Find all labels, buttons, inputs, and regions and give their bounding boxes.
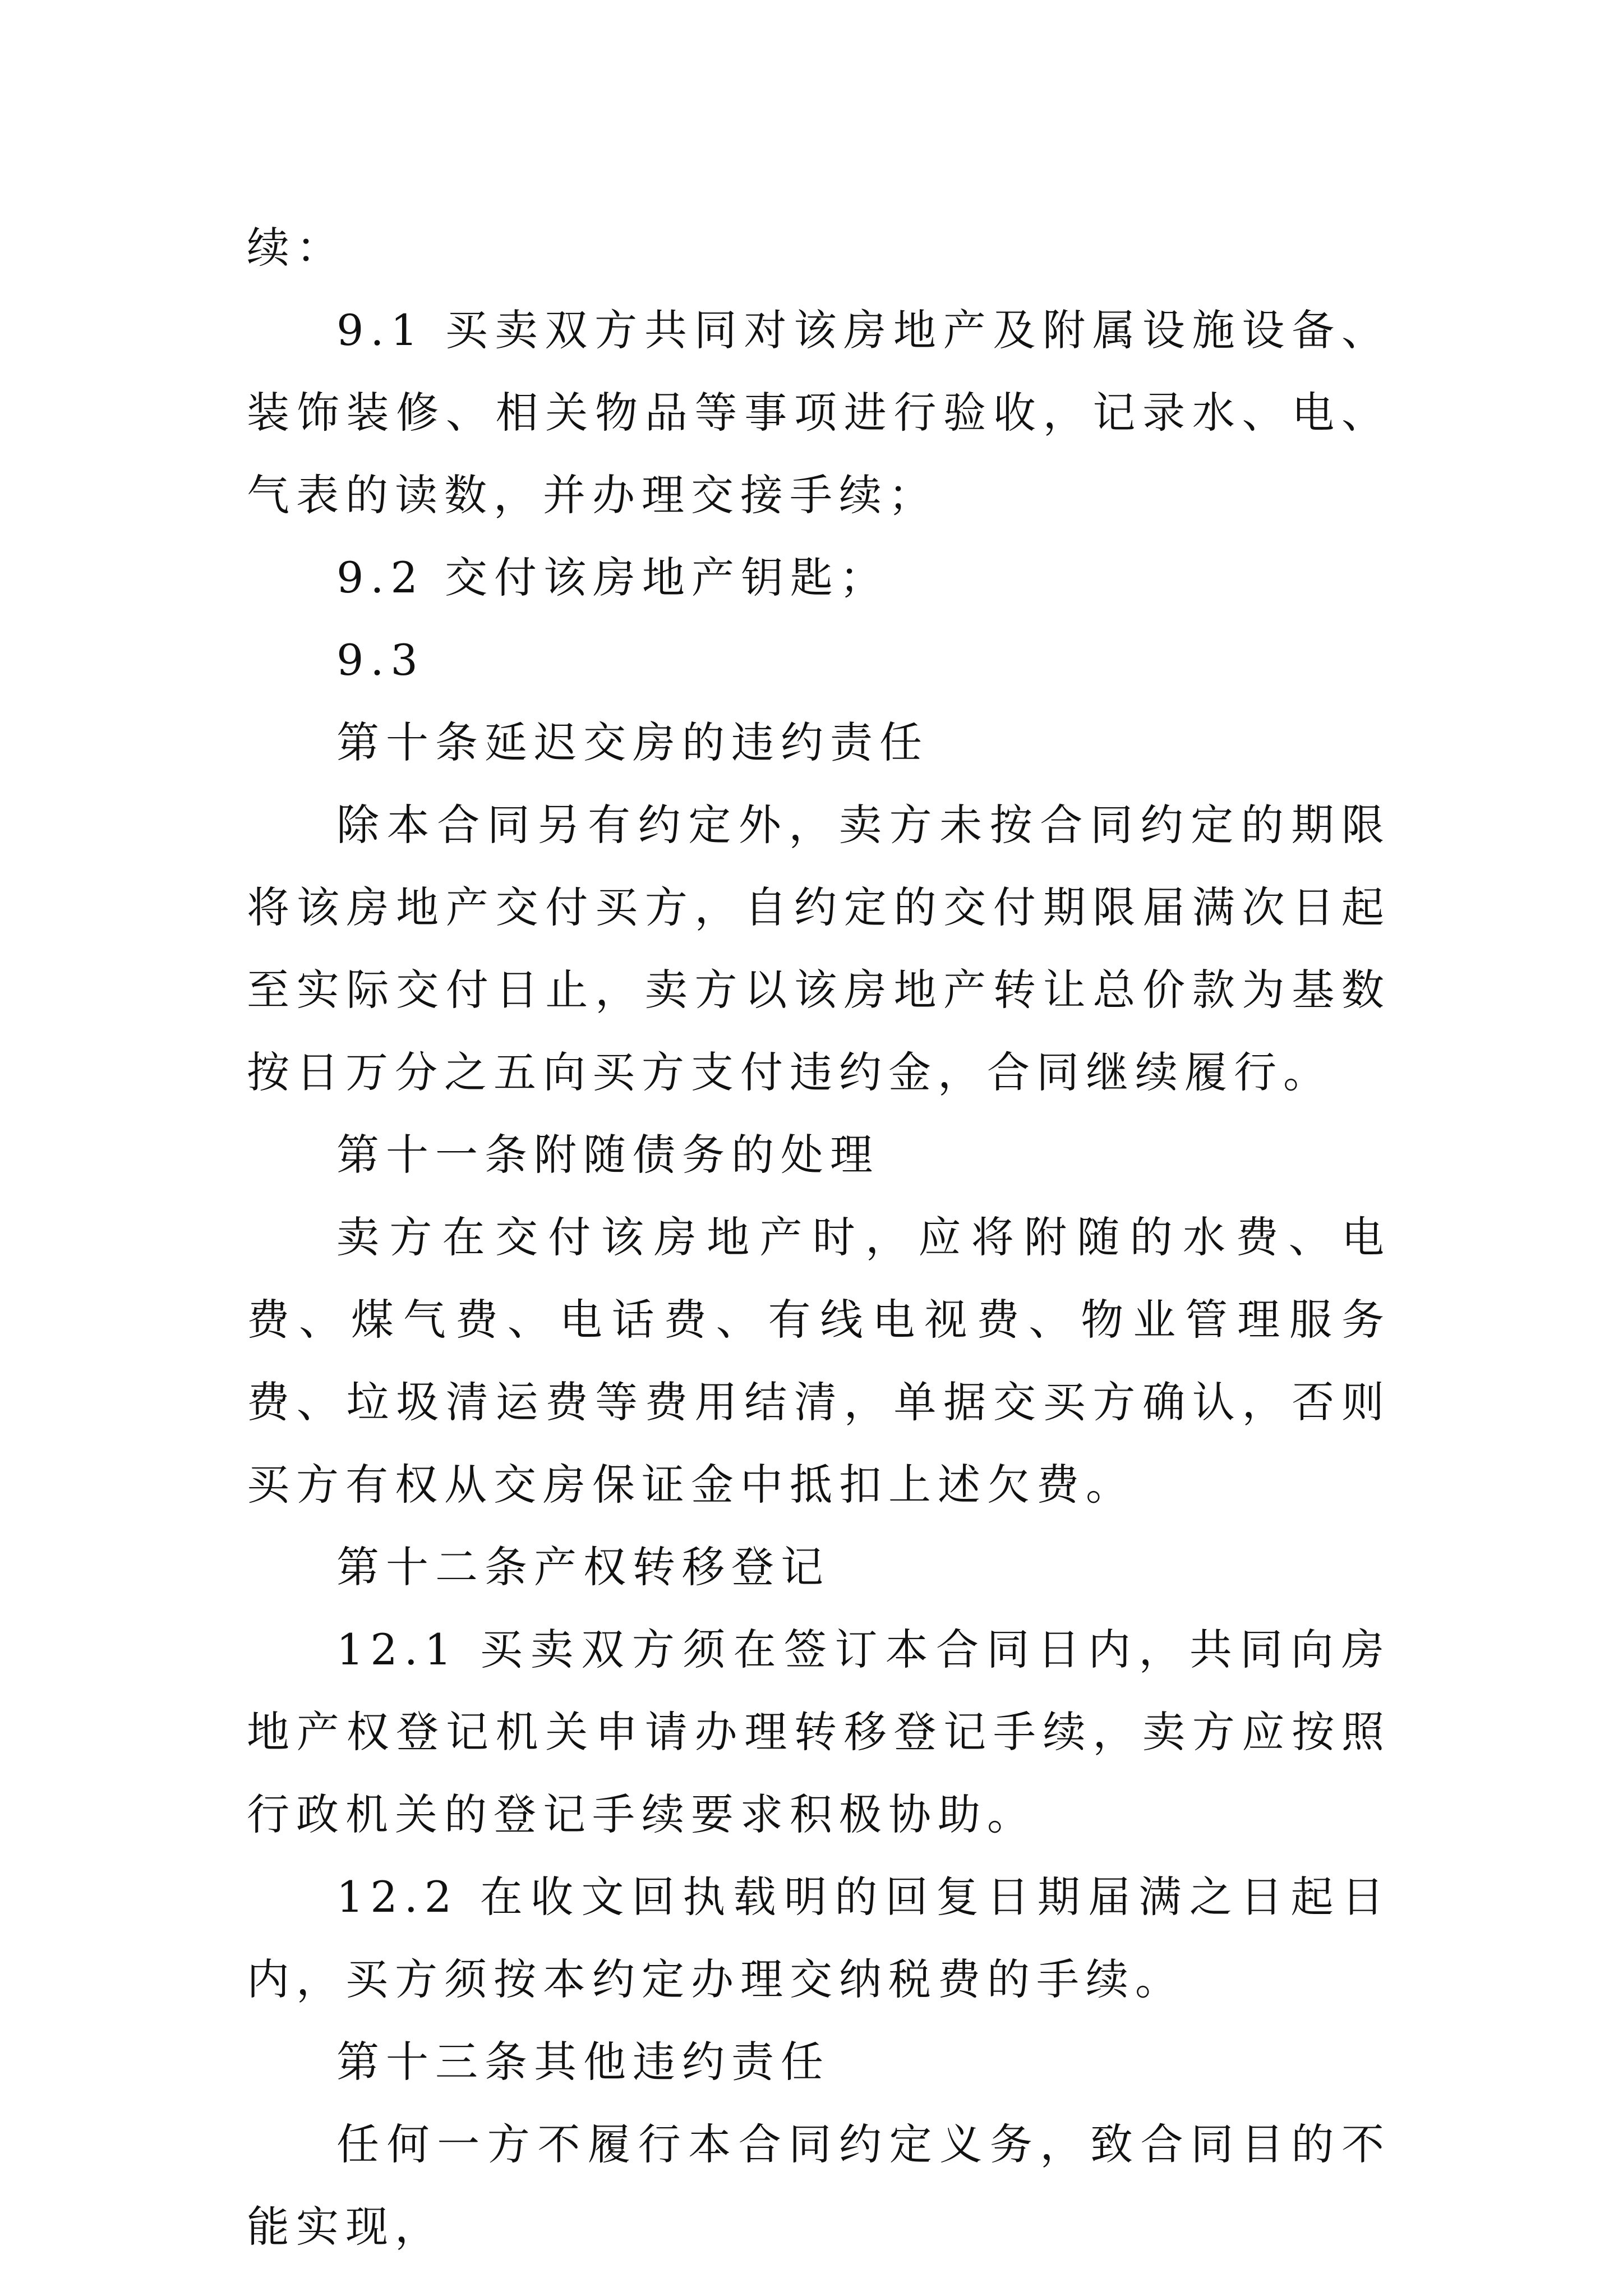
clause-12-1: 12.1 买卖双方须在签订本合同日内，共同向房地产权登记机关申请办理转移登记手续，卖方应按照行政机关的登记手续要求积极协助。: [247, 1625, 1391, 1839]
article-13-body: 任何一方不履行本合同约定义务，致合同目的不能实现，: [247, 2119, 1391, 2252]
article-10-heading: 第十条延迟交房的违约责任: [336, 717, 929, 767]
document-body: [247, 206, 1391, 2268]
continuation-text: 续：: [247, 223, 345, 273]
article-13-heading: 第十三条其他违约责任: [336, 2037, 830, 2087]
article-12-heading: 第十二条产权转移登记: [336, 1542, 830, 1592]
clause-12-2: 12.2 在收文回执载明的回复日期届满之日起日内，买方须按本约定办理交纳税费的手续。: [247, 1872, 1391, 2004]
article-11-heading: 第十一条附随债务的处理: [336, 1130, 879, 1180]
clause-9-2: 9.2 交付该房地产钥匙；: [336, 553, 889, 602]
clause-9-3: 9.3: [336, 635, 425, 685]
article-11-body: 卖方在交付该房地产时，应将附随的水费、电费、煤气费、电话费、有线电视费、物业管理服务费、垃圾清运费等费用结清，单据交买方确认，否则买方有权从交房保证金中抵扣上述欠费。: [247, 1212, 1391, 1510]
clause-9-1: 9.1 买卖双方共同对该房地产及附属设施设备、装饰装修、相关物品等事项进行验收，记录水、电、气表的读数，并办理交接手续；: [247, 305, 1391, 520]
article-10-body: 除本合同另有约定外，卖方未按合同约定的期限将该房地产交付买方，自约定的交付期限届满次日起至实际交付日止，卖方以该房地产转让总价款为基数按日万分之五向买方支付违约金，合同继续履行。: [247, 800, 1391, 1097]
